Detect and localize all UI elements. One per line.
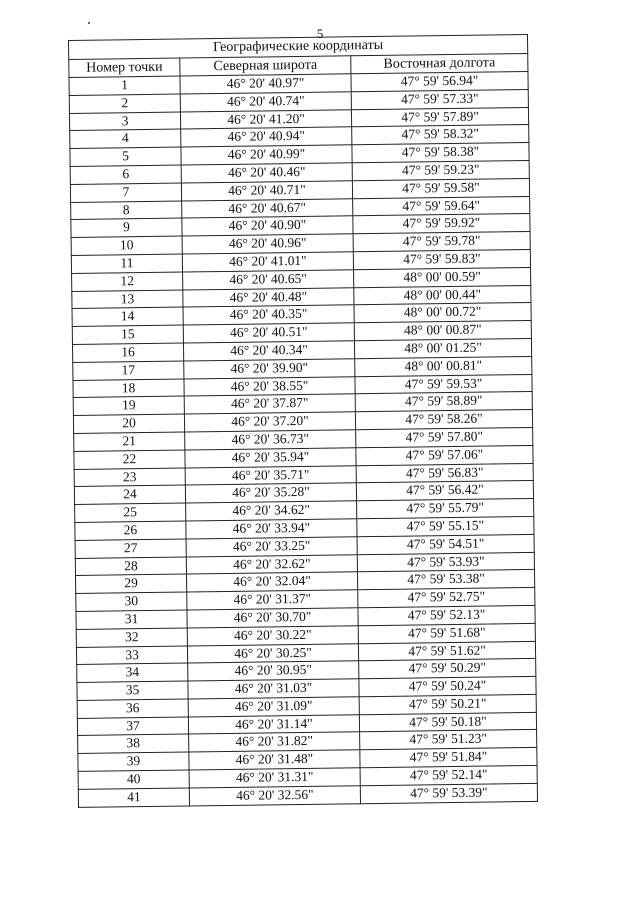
- cell-point-number: 23: [74, 468, 185, 487]
- cell-east-longitude: 47° 59' 53.93": [357, 552, 534, 572]
- scan-speck: [88, 22, 90, 24]
- cell-east-longitude: 47° 59' 52.75": [358, 588, 535, 608]
- cell-north-latitude: 46° 20' 35.28": [185, 483, 356, 503]
- cell-point-number: 37: [77, 717, 188, 736]
- cell-north-latitude: 46° 20' 30.70": [187, 608, 358, 628]
- cell-east-longitude: 47° 59' 56.83": [356, 463, 533, 483]
- cell-north-latitude: 46° 20' 40.48": [183, 287, 354, 307]
- cell-east-longitude: 47° 59' 56.42": [356, 481, 533, 501]
- cell-north-latitude: 46° 20' 31.09": [188, 697, 359, 717]
- cell-point-number: 16: [72, 343, 183, 362]
- cell-north-latitude: 46° 20' 40.97": [180, 74, 351, 94]
- cell-point-number: 8: [71, 201, 182, 220]
- cell-east-longitude: 48° 00' 00.44": [354, 285, 531, 305]
- cell-north-latitude: 46° 20' 31.82": [189, 732, 360, 752]
- cell-north-latitude: 46° 20' 40.67": [182, 198, 353, 218]
- cell-east-longitude: 47° 59' 58.38": [352, 143, 529, 163]
- cell-point-number: 22: [74, 450, 185, 469]
- cell-east-longitude: 47° 59' 58.89": [355, 392, 532, 412]
- cell-point-number: 38: [78, 734, 189, 753]
- cell-north-latitude: 46° 20' 35.94": [185, 448, 356, 468]
- cell-point-number: 25: [75, 503, 186, 522]
- cell-point-number: 9: [71, 218, 182, 237]
- cell-east-longitude: 47° 59' 56.94": [351, 71, 528, 91]
- cell-east-longitude: 47° 59' 51.84": [360, 748, 537, 768]
- cell-point-number: 40: [78, 770, 189, 789]
- cell-north-latitude: 46° 20' 31.37": [187, 590, 358, 610]
- cell-point-number: 2: [69, 94, 180, 113]
- cell-north-latitude: 46° 20' 41.20": [180, 109, 351, 129]
- cell-north-latitude: 46° 20' 31.14": [188, 714, 359, 734]
- cell-point-number: 39: [78, 752, 189, 771]
- cell-point-number: 7: [70, 183, 181, 202]
- cell-north-latitude: 46° 20' 30.25": [187, 643, 358, 663]
- cell-north-latitude: 46° 20' 40.65": [183, 270, 354, 290]
- cell-point-number: 19: [73, 396, 184, 415]
- cell-east-longitude: 47° 59' 58.26": [355, 410, 532, 430]
- cell-east-longitude: 47° 59' 57.89": [351, 107, 528, 127]
- cell-north-latitude: 46° 20' 40.35": [183, 305, 354, 325]
- table-title: Географические координаты: [69, 34, 528, 59]
- cell-east-longitude: 47° 59' 57.33": [351, 89, 528, 109]
- cell-east-longitude: 47° 59' 59.53": [355, 374, 532, 394]
- cell-north-latitude: 46° 20' 40.94": [181, 127, 352, 147]
- cell-point-number: 33: [76, 645, 187, 664]
- cell-north-latitude: 46° 20' 32.62": [186, 554, 357, 574]
- header-east-longitude: Восточная долгота: [351, 53, 528, 73]
- cell-north-latitude: 46° 20' 31.03": [188, 679, 359, 699]
- cell-east-longitude: 47° 59' 55.79": [357, 499, 534, 519]
- cell-east-longitude: 47° 59' 59.83": [353, 249, 530, 269]
- table-body: [69, 71, 538, 807]
- cell-east-longitude: 47° 59' 57.80": [356, 427, 533, 447]
- cell-point-number: 30: [76, 592, 187, 611]
- cell-point-number: 10: [71, 236, 182, 255]
- cell-north-latitude: 46° 20' 33.25": [186, 536, 357, 556]
- cell-east-longitude: 48° 00' 00.72": [354, 303, 531, 323]
- cell-point-number: 20: [73, 414, 184, 433]
- cell-north-latitude: 46° 20' 38.55": [184, 376, 355, 396]
- cell-east-longitude: 47° 59' 59.64": [353, 196, 530, 216]
- cell-point-number: 29: [76, 574, 187, 593]
- cell-point-number: 3: [69, 112, 180, 131]
- cell-east-longitude: 47° 59' 50.18": [359, 712, 536, 732]
- cell-east-longitude: 47° 59' 57.06": [356, 445, 533, 465]
- cell-east-longitude: 48° 00' 00.59": [354, 267, 531, 287]
- cell-east-longitude: 47° 59' 51.62": [358, 641, 535, 661]
- page-number: 5: [316, 26, 324, 41]
- cell-north-latitude: 46° 20' 30.95": [188, 661, 359, 681]
- coordinates-table: [68, 34, 538, 808]
- cell-north-latitude: 46° 20' 41.01": [182, 252, 353, 272]
- cell-point-number: 15: [72, 325, 183, 344]
- cell-north-latitude: 46° 20' 31.48": [189, 750, 360, 770]
- cell-north-latitude: 46° 20' 40.96": [182, 234, 353, 254]
- cell-east-longitude: 47° 59' 51.68": [358, 623, 535, 643]
- cell-east-longitude: 47° 59' 55.15": [357, 516, 534, 536]
- cell-north-latitude: 46° 20' 37.87": [184, 394, 355, 414]
- cell-point-number: 28: [75, 557, 186, 576]
- cell-north-latitude: 46° 20' 40.71": [181, 181, 352, 201]
- cell-point-number: 27: [75, 539, 186, 558]
- cell-east-longitude: 47° 59' 50.29": [359, 659, 536, 679]
- cell-east-longitude: 47° 59' 52.14": [360, 766, 537, 786]
- cell-east-longitude: 47° 59' 53.38": [357, 570, 534, 590]
- cell-point-number: 31: [76, 610, 187, 629]
- header-point-number: Номер точки: [69, 58, 180, 77]
- cell-north-latitude: 46° 20' 31.31": [189, 768, 360, 788]
- cell-point-number: 21: [74, 432, 185, 451]
- cell-north-latitude: 46° 20' 40.99": [181, 145, 352, 165]
- cell-point-number: 32: [76, 628, 187, 647]
- cell-point-number: 41: [78, 788, 189, 807]
- cell-point-number: 13: [72, 290, 183, 309]
- cell-point-number: 11: [71, 254, 182, 273]
- cell-east-longitude: 47° 59' 54.51": [357, 534, 534, 554]
- cell-east-longitude: 47° 59' 59.78": [353, 232, 530, 252]
- cell-north-latitude: 46° 20' 36.73": [185, 430, 356, 450]
- cell-point-number: 26: [75, 521, 186, 540]
- cell-point-number: 18: [73, 379, 184, 398]
- cell-point-number: 1: [69, 76, 180, 95]
- cell-east-longitude: 47° 59' 53.39": [360, 783, 537, 803]
- cell-point-number: 5: [70, 147, 181, 166]
- cell-east-longitude: 48° 00' 00.87": [354, 321, 531, 341]
- cell-point-number: 17: [73, 361, 184, 380]
- cell-north-latitude: 46° 20' 40.90": [182, 216, 353, 236]
- cell-north-latitude: 46° 20' 37.20": [184, 412, 355, 432]
- cell-north-latitude: 46° 20' 32.56": [189, 786, 360, 806]
- header-north-latitude: Северная широта: [180, 56, 351, 76]
- cell-point-number: 12: [72, 272, 183, 291]
- cell-north-latitude: 46° 20' 40.51": [183, 323, 354, 343]
- cell-north-latitude: 46° 20' 40.34": [183, 341, 354, 361]
- cell-north-latitude: 46° 20' 30.22": [187, 625, 358, 645]
- cell-east-longitude: 47° 59' 51.23": [360, 730, 537, 750]
- cell-point-number: 4: [70, 129, 181, 148]
- cell-east-longitude: 48° 00' 00.81": [355, 356, 532, 376]
- cell-east-longitude: 47° 59' 59.23": [352, 160, 529, 180]
- cell-point-number: 35: [77, 681, 188, 700]
- cell-east-longitude: 47° 59' 50.24": [359, 677, 536, 697]
- cell-point-number: 34: [77, 663, 188, 682]
- coordinates-sheet: [68, 34, 537, 808]
- cell-north-latitude: 46° 20' 40.46": [181, 163, 352, 183]
- cell-east-longitude: 47° 59' 59.58": [352, 178, 529, 198]
- cell-point-number: 24: [74, 485, 185, 504]
- cell-east-longitude: 47° 59' 59.92": [353, 214, 530, 234]
- cell-east-longitude: 47° 59' 58.32": [352, 125, 529, 145]
- cell-north-latitude: 46° 20' 40.74": [180, 92, 351, 112]
- cell-point-number: 6: [70, 165, 181, 184]
- cell-east-longitude: 47° 59' 50.21": [359, 694, 536, 714]
- cell-point-number: 14: [72, 307, 183, 326]
- cell-east-longitude: 47° 59' 52.13": [358, 605, 535, 625]
- cell-east-longitude: 48° 00' 01.25": [354, 338, 531, 358]
- cell-north-latitude: 46° 20' 34.62": [186, 501, 357, 521]
- cell-point-number: 36: [77, 699, 188, 718]
- cell-north-latitude: 46° 20' 39.90": [184, 359, 355, 379]
- cell-north-latitude: 46° 20' 32.04": [187, 572, 358, 592]
- cell-north-latitude: 46° 20' 35.71": [185, 465, 356, 485]
- cell-north-latitude: 46° 20' 33.94": [186, 519, 357, 539]
